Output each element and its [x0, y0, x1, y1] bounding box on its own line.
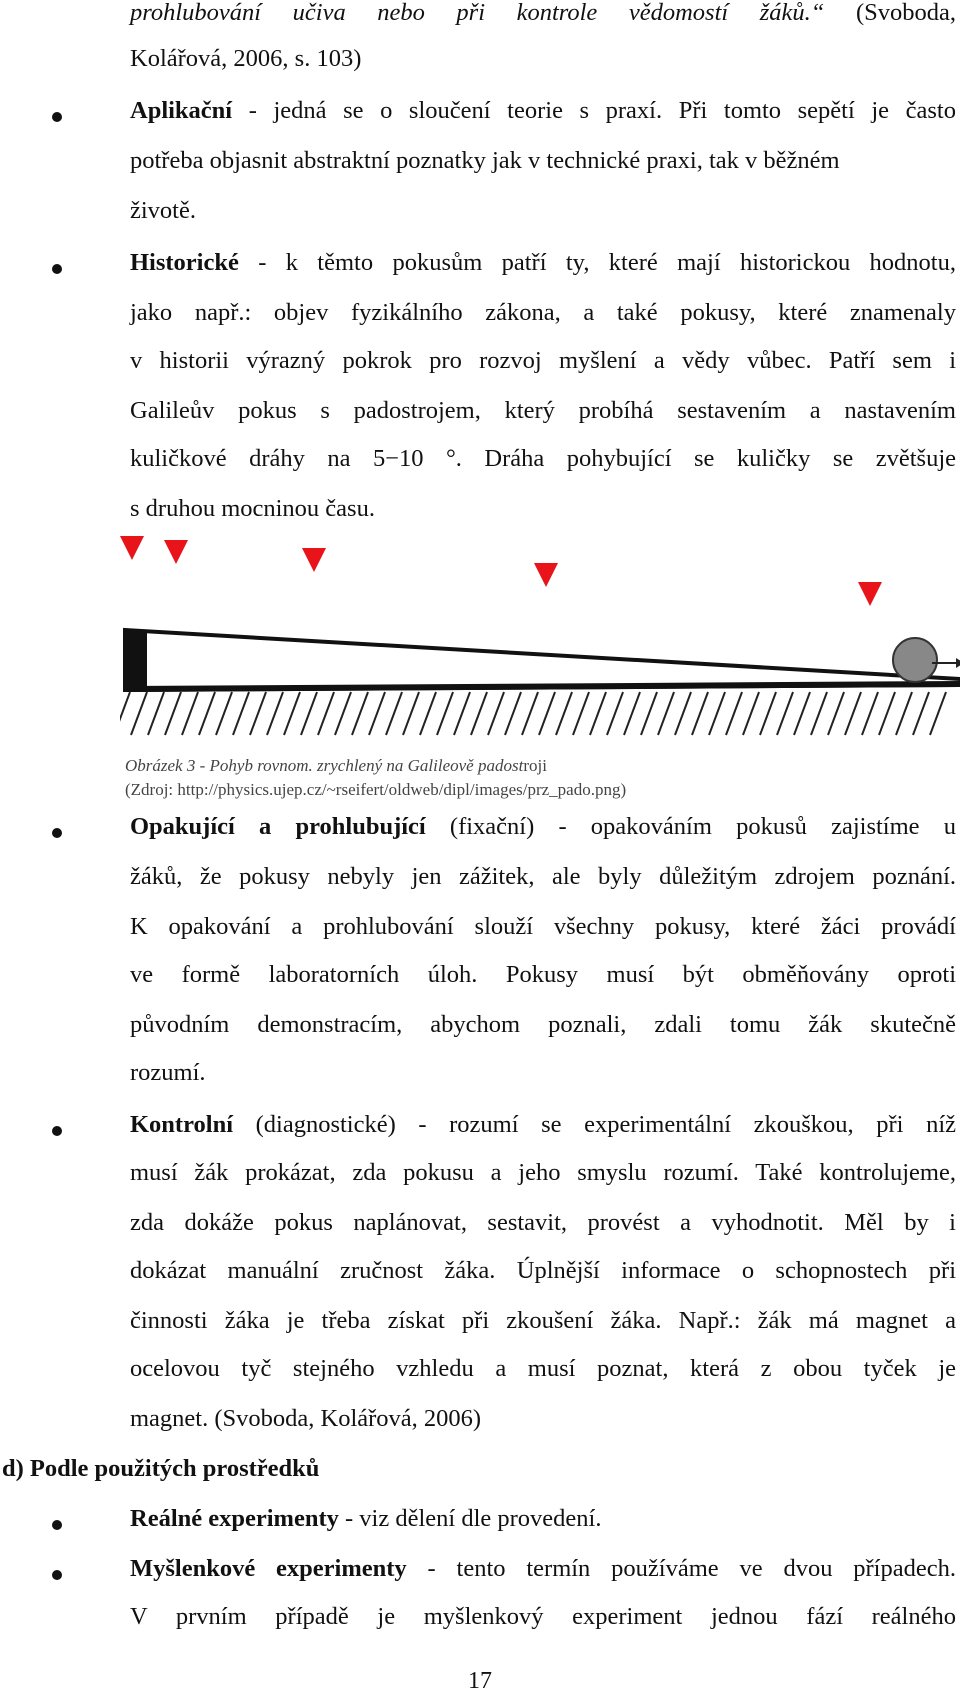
text-line — [130, 862, 956, 892]
text-line — [130, 1110, 956, 1140]
text-run: životě. — [130, 197, 196, 224]
figure-caption-label: Obrázek 3 - Pohyb rovnom. zrychlený na Galileově padost — [125, 756, 524, 775]
text-line — [130, 96, 956, 126]
text-run: původním demonstracím, abychom poznali, zdali tomu žák skutečně — [130, 1011, 956, 1038]
bullet-icon — [52, 264, 62, 274]
text-line — [130, 248, 956, 278]
text-line — [130, 1256, 956, 1286]
text-run: rozumí. — [130, 1059, 206, 1086]
marker-5 — [858, 582, 882, 606]
figure-caption — [125, 755, 547, 777]
text-line — [130, 1010, 956, 1040]
bullet-icon — [52, 1570, 62, 1580]
text-run: dokázat manuální zručnost žáka. Úplnější informace o schopnostech při — [130, 1257, 956, 1284]
text-run: Aplikační — [130, 97, 233, 124]
bullet-icon — [52, 112, 62, 122]
text-run: jako např.: objev fyzikálního zákona, a také pokusy, které znamenaly — [130, 299, 956, 326]
text-run: ve formě laboratorních úloh. Pokusy musí být obměňovány oproti — [130, 961, 956, 988]
text-run: - k těmto pokusům patří ty, které mají historickou hodnotu, — [238, 249, 956, 276]
text-run: (Svoboda, — [824, 0, 956, 26]
text-run: musí žák prokázat, zda pokusu a jeho smyslu rozumí. Také kontrolujeme, — [130, 1159, 956, 1186]
ground-hatching — [120, 692, 946, 735]
text-run: (diagnostické) - rozumí se experimentální zkouškou, při níž — [233, 1111, 956, 1138]
page-number: 17 — [468, 1668, 492, 1694]
text-line — [130, 1158, 956, 1188]
text-line — [130, 1554, 956, 1584]
text-run: kuličkové dráhy na 5−10 °. Dráha pohybující se kuličky se zvětšuje — [130, 445, 956, 472]
text-run: - viz dělení dle provedení. — [338, 1505, 602, 1532]
text-run: d) Podle použitých prostředků — [2, 1455, 320, 1482]
text-run: s druhou mocninou času. — [130, 495, 375, 522]
ball — [893, 638, 937, 682]
text-run: Kolářová, 2006, s. 103) — [130, 45, 362, 72]
marker-4 — [534, 563, 558, 587]
galileo-incline-figure — [120, 530, 960, 740]
text-line — [130, 1404, 956, 1434]
marker-3 — [302, 548, 326, 572]
text-run: Historické — [130, 249, 239, 276]
text-run: Opakující a prohlubující — [130, 813, 426, 840]
figure-source: (Zdroj: http://physics.ujep.cz/~rseifert/oldweb/dipl/images/prz_pado.png) — [125, 780, 627, 799]
text-line — [130, 396, 956, 426]
text-run: potřeba objasnit abstraktní poznatky jak v technické praxi, tak v běžném — [130, 147, 840, 174]
text-run: ocelovou tyč stejného vzhledu a musí poznat, která z obou tyček je — [130, 1355, 956, 1382]
text-line — [130, 146, 956, 176]
text-line — [2, 1454, 902, 1484]
bullet-icon — [52, 828, 62, 838]
marker-2 — [164, 540, 188, 564]
text-line — [130, 494, 956, 524]
text-line — [130, 0, 956, 28]
text-run: - tento termín používáme ve dvou případech. — [406, 1555, 956, 1582]
text-run: žáků, že pokusy nebyly jen zážitek, ale byly důležitým zdrojem poznání. — [130, 863, 956, 890]
text-run: Kontrolní — [130, 1111, 234, 1138]
text-run: Reálné experimenty — [130, 1505, 339, 1532]
text-run: - jedná se o sloučení teorie s praxí. Při tomto sepětí je často — [232, 97, 956, 124]
text-run: prohlubování učiva nebo při kontrole vědomostí žáků.“ — [130, 0, 825, 26]
text-line — [130, 1208, 956, 1238]
text-line — [130, 346, 956, 376]
text-run: Myšlenkové experimenty — [130, 1555, 407, 1582]
bullet-icon — [52, 1126, 62, 1136]
text-line — [130, 1354, 956, 1384]
text-line — [130, 1602, 956, 1632]
text-line — [130, 196, 956, 226]
text-line — [130, 44, 956, 74]
stop-block — [125, 630, 147, 690]
text-run: činnosti žáka je třeba získat při zkoušení žáka. Např.: žák má magnet a — [130, 1307, 956, 1334]
text-line — [130, 1504, 956, 1534]
text-run: (fixační) - opakováním pokusů zajistíme u — [425, 813, 956, 840]
text-line — [130, 960, 956, 990]
marker-1 — [120, 536, 144, 560]
text-run: K opakování a prohlubování slouží všechny pokusy, které žáci provádí — [130, 913, 956, 940]
text-line — [130, 444, 956, 474]
text-line — [130, 1306, 956, 1336]
text-line — [130, 812, 956, 842]
bullet-icon — [52, 1520, 62, 1530]
text-run: V prvním případě je myšlenkový experiment jednou fází reálného — [130, 1603, 956, 1630]
text-run: zda dokáže pokus naplánovat, sestavit, provést a vyhodnotit. Měl by i — [130, 1209, 956, 1236]
incline-board — [125, 630, 960, 690]
text-line — [130, 298, 956, 328]
figure-caption-tail: roji — [523, 756, 547, 775]
text-line — [130, 912, 956, 942]
text-run: Galileův pokus s padostrojem, který probíhá sestavením a nastavením — [130, 397, 956, 424]
text-run: magnet. (Svoboda, Kolářová, 2006) — [130, 1405, 482, 1432]
text-line — [130, 1058, 956, 1088]
text-run: v historii výrazný pokrok pro rozvoj myšlení a vědy vůbec. Patří sem i — [130, 347, 956, 374]
